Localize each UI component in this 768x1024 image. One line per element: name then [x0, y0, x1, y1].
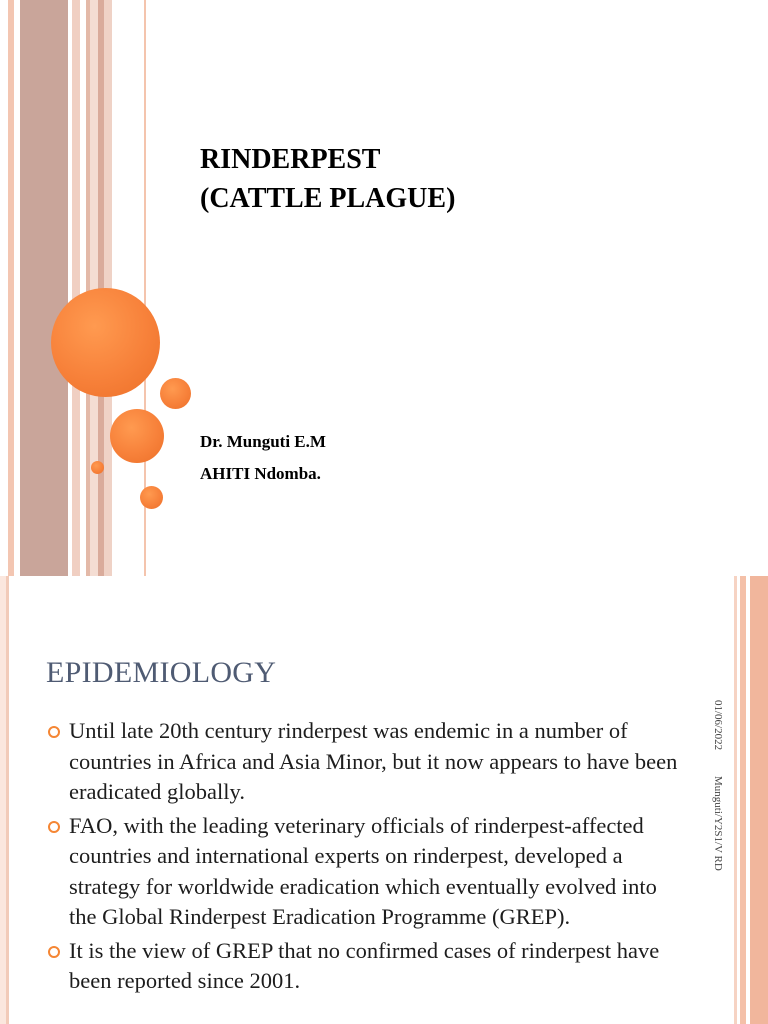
decor-circle-tiny — [91, 461, 104, 474]
slide-heading: EPIDEMIOLOGY — [46, 656, 277, 689]
left-decor-band — [6, 576, 9, 1024]
title-line: (CATTLE PLAGUE) — [200, 183, 456, 214]
left-decor-band — [20, 0, 68, 576]
circle-bullet-icon — [48, 821, 60, 833]
author-affiliation: AHITI Ndomba. — [200, 464, 321, 483]
left-decor-band — [0, 0, 8, 576]
author-block — [200, 426, 326, 490]
author-name: Dr. Munguti E.M — [200, 432, 326, 451]
slide-footer: Munguti/Y2S1/V RD — [712, 776, 724, 871]
circle-bullet-icon — [48, 946, 60, 958]
right-decor-band — [750, 576, 768, 1024]
list-item — [46, 936, 686, 997]
left-decor-band — [72, 0, 80, 576]
decor-circle-small — [140, 486, 163, 509]
list-item — [46, 716, 686, 808]
decor-circle-medium — [110, 409, 164, 463]
title-line: RINDERPEST — [200, 144, 381, 175]
decor-circle-large — [51, 288, 160, 397]
decor-circle-small — [160, 378, 191, 409]
slide-date: 01/06/2022 — [712, 700, 724, 751]
bullet-text: Until late 20th century rinderpest was endemic in a number of countries in Africa and Asia Minor, but it now appears to have been eradicated globally. — [69, 718, 678, 804]
epidemiology-slide — [0, 576, 768, 1024]
bullet-text: FAO, with the leading veterinary officials of rinderpest-affected countries and international experts on rinderpest, developed a strategy for worldwide eradication which eventually evolved into the Global Rinderpest Eradication Programme (GREP). — [69, 812, 657, 929]
slide-title — [200, 140, 455, 218]
bullet-text: It is the view of GREP that no confirmed cases of rinderpest have been reported since 2001. — [69, 937, 660, 993]
bullet-list — [46, 716, 686, 1000]
circle-bullet-icon — [48, 726, 60, 738]
list-item — [46, 811, 686, 933]
